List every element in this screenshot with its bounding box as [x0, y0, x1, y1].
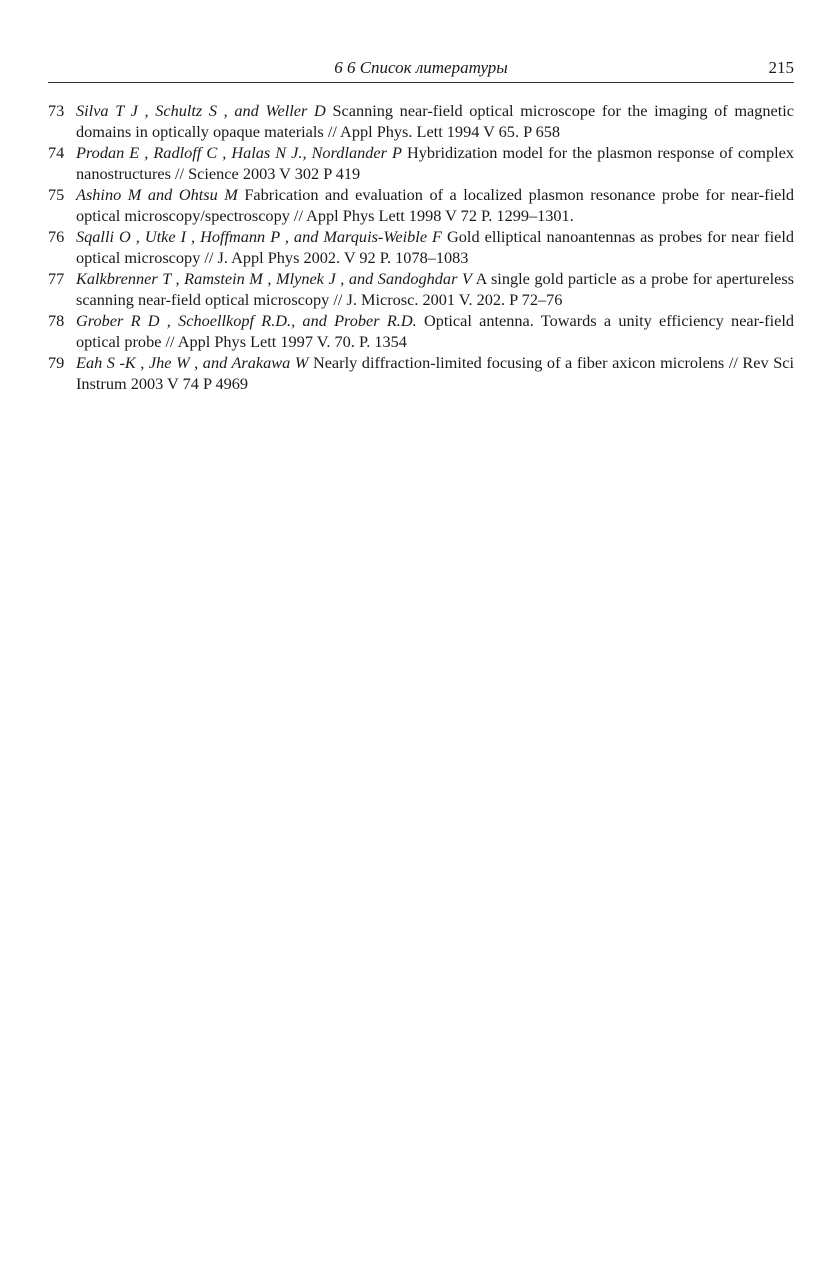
reference-text: Hybridization model for the plasmon response of complex nanostructures // Science 2003 V 302 P 419 — [76, 143, 794, 183]
reference-list — [48, 100, 794, 394]
reference-number: 75 — [48, 185, 65, 204]
reference-text: Scanning near-field optical microscope for the imaging of magnetic domains in optically opaque materials // Appl Phys. Lett 1994 V 65. P 658 — [76, 101, 794, 141]
reference-number: 79 — [48, 353, 65, 372]
reference-entry — [48, 142, 794, 184]
reference-text: Fabrication and evaluation of a localized plasmon resonance probe for near-field optical microscopy/spectroscopy // Appl Phys Lett 1998 V 72 P. 1299–1301. — [76, 185, 795, 225]
reference-authors: Ashino M and Ohtsu M — [76, 185, 238, 204]
reference-authors: Eah S -K , Jhe W , and Arakawa W — [76, 353, 309, 372]
reference-entry — [48, 268, 794, 310]
reference-text: Nearly diffraction-limited focusing of a fiber axicon microlens // Rev Sci Instrum 2003 V 74 P 4969 — [76, 353, 794, 393]
reference-entry — [48, 352, 794, 394]
reference-entry — [48, 310, 794, 352]
reference-entry — [48, 100, 794, 142]
reference-number: 77 — [48, 269, 65, 288]
section-title: 6 6 Список литературы — [334, 58, 508, 77]
reference-text: A single gold particle as a probe for apertureless scanning near-field optical microscopy // J. Microsc. 2001 V. 202. P 72–76 — [76, 269, 795, 309]
reference-authors: Prodan E , Radloff C , Halas N J., Nordlander P — [76, 143, 402, 162]
reference-number: 78 — [48, 311, 65, 330]
reference-authors: Grober R D , Schoellkopf R.D., and Prober R.D. — [76, 311, 417, 330]
reference-authors: Silva T J , Schultz S , and Weller D — [76, 101, 326, 120]
reference-entry — [48, 184, 794, 226]
reference-text: Gold elliptical nanoantennas as probes for near field optical microscopy // J. Appl Phys 2002. V 92 P. 1078–1083 — [76, 227, 794, 267]
reference-text: Optical antenna. Towards a unity efficiency near-field optical probe // Appl Phys Lett 1997 V. 70. P. 1354 — [76, 311, 795, 351]
reference-authors: Sqalli O , Utke I , Hoffmann P , and Marquis-Weible F — [76, 227, 443, 246]
running-header — [48, 58, 794, 83]
page-number: 215 — [768, 58, 794, 77]
reference-authors: Kalkbrenner T , Ramstein M , Mlynek J , and Sandoghdar V — [76, 269, 472, 288]
reference-number: 73 — [48, 101, 65, 120]
reference-number: 74 — [48, 143, 65, 162]
reference-number: 76 — [48, 227, 65, 246]
reference-entry — [48, 226, 794, 268]
